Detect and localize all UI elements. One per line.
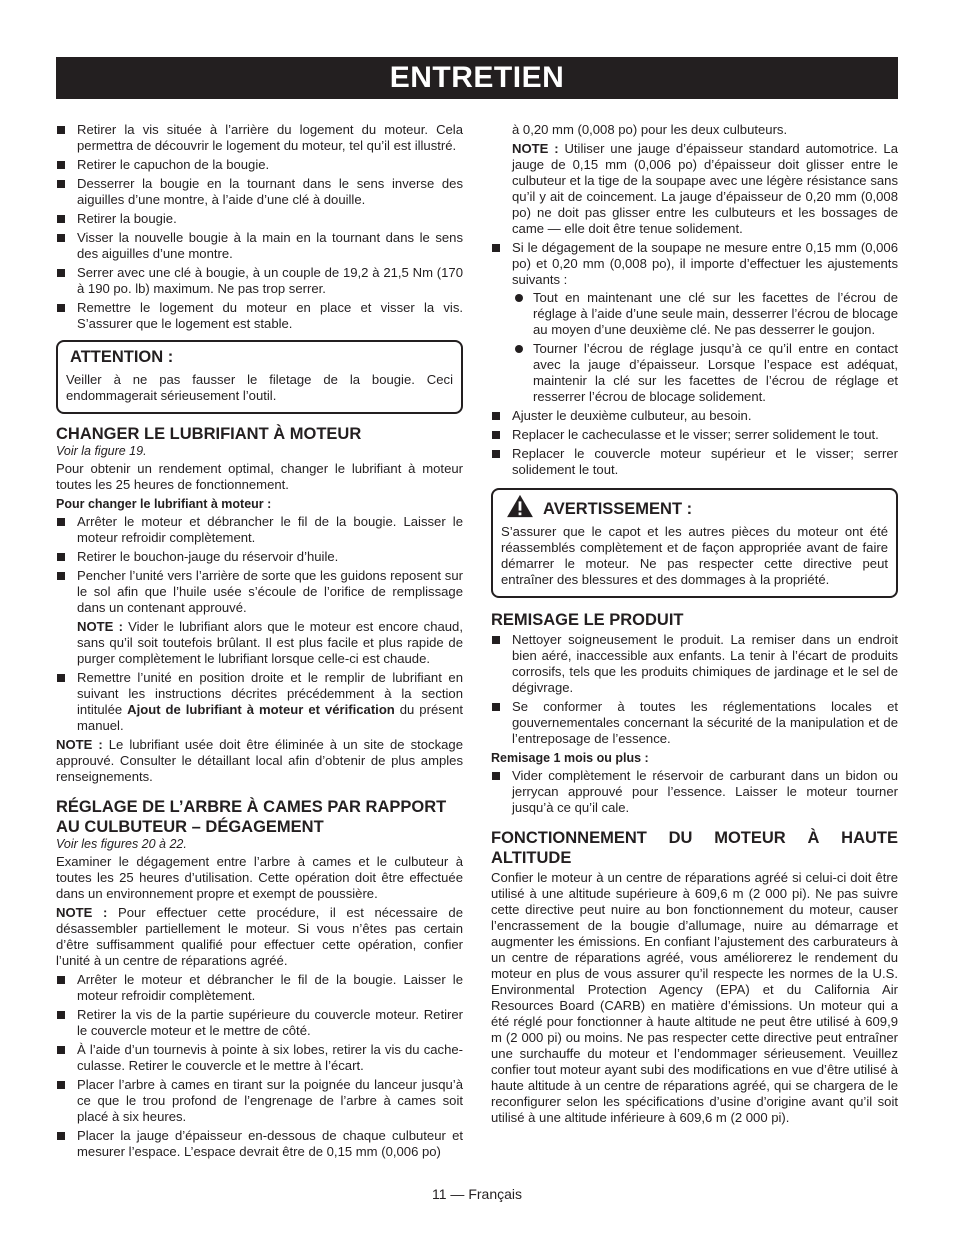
note-label: NOTE : (512, 141, 559, 156)
list-item: Vider complètement le réservoir de carburant dans un bidon ou jerrycan approuvé pour l’essence. Laisser le moteur tourner jusqu’à ce qu’il cale. (491, 768, 898, 816)
right-column (491, 122, 898, 1129)
gauge-note (491, 141, 898, 237)
attention-box (56, 340, 463, 414)
storage-subheading: Remisage 1 mois ou plus : (491, 751, 649, 765)
list-item: Placer l’arbre à cames en tirant sur la poignée du lanceur jusqu’à ce que le trou profond de l’engrenage de l’arbre à cames soit placé à six heures. (56, 1077, 463, 1125)
warning-title: AVERTISSEMENT : (543, 500, 693, 518)
list-item: Desserrer la bougie en la tournant dans le sens inverse des aiguilles d’une montre, à l’aide d’une clé à douille. (56, 176, 463, 208)
list-text: Remettre l’unité en position droite et le remplir de lubrifiant en suivant les instructions décrites précédemment à la section intitulée (77, 670, 463, 717)
list-item: Retirer la vis située à l’arrière du logement du moteur. Cela permettra de découvrir le logement du moteur, tel qu’il est illustré. (56, 122, 463, 154)
list-item: Arrêter le moteur et débrancher le fil de la bougie. Laisser le moteur refroidir complètement. (56, 514, 463, 546)
note-text: Pour effectuer cette procédure, il est nécessaire de désassembler partiellement le moteur. Si vous n’êtes pas certain d’être suffisamment qualifié pour effectuer cette opération, confier l’unité à un centre de réparations agréé. (56, 905, 463, 968)
lubricant-intro: Pour obtenir un rendement optimal, changer le lubrifiant à moteur toutes les 25 heures de fonctionnement. (56, 461, 463, 492)
left-column (56, 122, 463, 1163)
list-item: Nettoyer soigneusement le produit. La remiser dans un endroit bien aéré, inaccessible aux enfants. La tenir à l’écart de produits corrosifs, tels que les produits chimiques de jardinage et le sel de dégivrage. (491, 632, 898, 696)
lubricant-figure-ref: Voir la figure 19. (56, 444, 147, 458)
list-text: Si le dégagement de la soupape ne mesure entre 0,15 mm (0,006 po) et 0,20 mm (0,008 po), il importe d’effectuer les ajustements suivants : (512, 240, 898, 287)
list-item: Tout en maintenant une clé sur les facettes de l’écrou de réglage à l’aide d’une seule main, desserrer l’écrou de blocage au moyen d’une deuxième clé. Ne pas desserrer le goujon. (512, 290, 898, 338)
adjustment-substeps (512, 290, 898, 405)
camshaft-heading: RÉGLAGE DE L’ARBRE À CAMES PAR RAPPORT AU CULBUTEUR – DÉGAGEMENT (56, 798, 447, 836)
lubricant-note-1 (56, 619, 463, 667)
section-reference: Ajout de lubrifiant à moteur et vérification (127, 702, 395, 717)
warning-title-row (505, 494, 888, 520)
list-item: Retirer le bouchon-jauge du réservoir d’huile. (56, 549, 463, 565)
storage-steps (491, 632, 898, 747)
list-item: Retirer la bougie. (56, 211, 463, 227)
camshaft-note (56, 905, 463, 969)
list-item: Placer la jauge d’épaisseur en-dessous de chaque culbuteur et mesurer l’espace. L’espace devrait être de 0,15 mm (0,006 po) (56, 1128, 463, 1160)
list-item: Ajuster le deuxième culbuteur, au besoin. (491, 408, 898, 424)
camshaft-continued: à 0,20 mm (0,008 po) pour les deux culbuteurs. (512, 122, 788, 137)
list-item: Pencher l’unité vers l’arrière de sorte que les guidons reposent sur le sol afin que l’huile usée s’écoule de l’orifice de remplissage dans un contenant approuvé. (56, 568, 463, 616)
list-item: Tourner l’écrou de réglage jusqu’à ce qu’il entre en contact avec la jauge d’épaisseur. Lorsque l’espace est adéquat, maintenir la clé sur les facettes de l’écrou de réglage et resserrer l’écrou de blocage solidement. (512, 341, 898, 405)
note-text: Vider le lubrifiant alors que le moteur est encore chaud, sans qu’il soit toutefois brûlant. Il est plus facile et plus rapide de purger complètement le lubrifiant lorsque celle-ci est chaude. (77, 619, 463, 666)
list-item (491, 240, 898, 405)
camshaft-intro: Examiner le dégagement entre l’arbre à cames et le culbuteur à toutes les 25 heures d’utilisation. Cette opération doit être effectuée dans un environnement propre et exempt de poussière. (56, 854, 463, 901)
list-item: Se conformer à toutes les réglementations locales et gouvernementales concernant la sécurité de la manipulation et de l’entreposage de l’essence. (491, 699, 898, 747)
note-text: Utiliser une jauge d’épaisseur standard automotrice. La jauge de 0,15 mm (0,006 po) d’épaisseur doit glisser entre le culbuteur et la tige de la soupape avec une légère résistance sans qu’il y ait de coincement. La jauge d’épaisseur de 0,20 mm (0,008 po) ne doit pas glisser entre les culbuteurs et les bossages de came — elle doit être tenue solidement. (512, 141, 898, 236)
list-item: Replacer le cacheculasse et le visser; serrer solidement le tout. (491, 427, 898, 443)
attention-title: ATTENTION : (70, 348, 174, 366)
altitude-text: Confier le moteur à un centre de réparations agréé si celui-ci doit être utilisé à une altitude supérieure à 609,6 m (2 000 pi). Ne pas suivre cette directive peut nuire au bon fonctionnement du moteur, causer l’encrassement de la bougie d’allumage, nuire au démarrage et augmenter les émissions. En confiant l’ajustement des carburateurs à un centre de réparations agréé, vous améliorerez le rendement du moteur en plus de vous assurer qu’il respecte les normes de la U.S. Environmental Protection Agency (EPA) et du California Air Resources Board (CARB) en matière d’émissions. Un moteur qui a été réglé pour fonctionner à haute altitude ne peut être utilisé à 609,9 m (2 000 pi) ou moins. Ne pas respecter cette directive peut entraîner une surchauffe du moteur et l’endommager sérieusement. Veuillez confier tout moteur ayant subi des modifications en vue d’être utilisé à haute altitude à un centre de réparations agréé, qui se chargera de le reconfigurer selon les spécifications d’usine d’origine avant qu’il soit utilisé à une altitude inférieure à 609,6 m (2 000 pi). (491, 870, 898, 1125)
list-item: Remettre le logement du moteur en place et visser la vis. S’assurer que le logement est stable. (56, 300, 463, 332)
warning-triangle-icon (505, 494, 535, 518)
page-footer: 11 — Français (432, 1186, 522, 1202)
lubricant-steps-2 (56, 670, 463, 734)
list-item: À l’aide d’un tournevis à pointe à six lobes, retirer la vis du cache-culasse. Retirer le couvercle et le mettre à l’écart. (56, 1042, 463, 1074)
note-label: NOTE : (56, 737, 103, 752)
note-label: NOTE : (77, 619, 123, 634)
list-text: du présent manuel. (77, 702, 463, 733)
adjustment-steps (491, 240, 898, 478)
lubricant-steps (56, 514, 463, 616)
list-item: Retirer le capuchon de la bougie. (56, 157, 463, 173)
list-item: Arrêter le moteur et débrancher le fil de la bougie. Laisser le moteur refroidir complètement. (56, 972, 463, 1004)
spark-plug-steps (56, 122, 463, 332)
altitude-heading: FONCTIONNEMENT DU MOTEUR À HAUTE ALTITUDE (491, 829, 898, 867)
lubricant-heading: CHANGER LE LUBRIFIANT À MOTEUR (56, 425, 362, 443)
lubricant-subheading: Pour changer le lubrifiant à moteur : (56, 497, 272, 511)
list-item: Replacer le couvercle moteur supérieur et le visser; serrer solidement le tout. (491, 446, 898, 478)
warning-text: S’assurer que le capot et les autres pièces du moteur ont été réassemblés complètement et de façon appropriée avant de faire démarrer le moteur. Ne pas respecter cette directive peut entraîner des blessures et des dommages à la propriété. (501, 524, 888, 587)
list-item: Serrer avec une clé à bougie, à un couple de 19,2 à 21,5 Nm (170 à 190 po. lb) maximum. Ne pas trop serrer. (56, 265, 463, 297)
page-banner: ENTRETIEN (56, 57, 898, 99)
list-item (56, 670, 463, 734)
warning-box (491, 488, 898, 598)
attention-text: Veiller à ne pas fausser le filetage de la bougie. Ceci endommagerait sérieusement l’outil. (66, 372, 453, 403)
lubricant-note-2 (56, 737, 463, 785)
storage-steps-2 (491, 768, 898, 816)
camshaft-steps (56, 972, 463, 1160)
note-text: Le lubrifiant usée doit être éliminée à un site de stockage approuvé. Consulter le détaillant local afin d’obtenir de plus amples renseignements. (56, 737, 463, 784)
list-item: Retirer la vis de la partie supérieure du couvercle moteur. Retirer le couvercle moteur et le mettre de côté. (56, 1007, 463, 1039)
camshaft-figure-ref: Voir les figures 20 à 22. (56, 837, 187, 851)
storage-heading: REMISAGE LE PRODUIT (491, 611, 684, 629)
note-label: NOTE : (56, 905, 108, 920)
list-item: Visser la nouvelle bougie à la main en la tournant dans le sens des aiguilles d’une montre. (56, 230, 463, 262)
